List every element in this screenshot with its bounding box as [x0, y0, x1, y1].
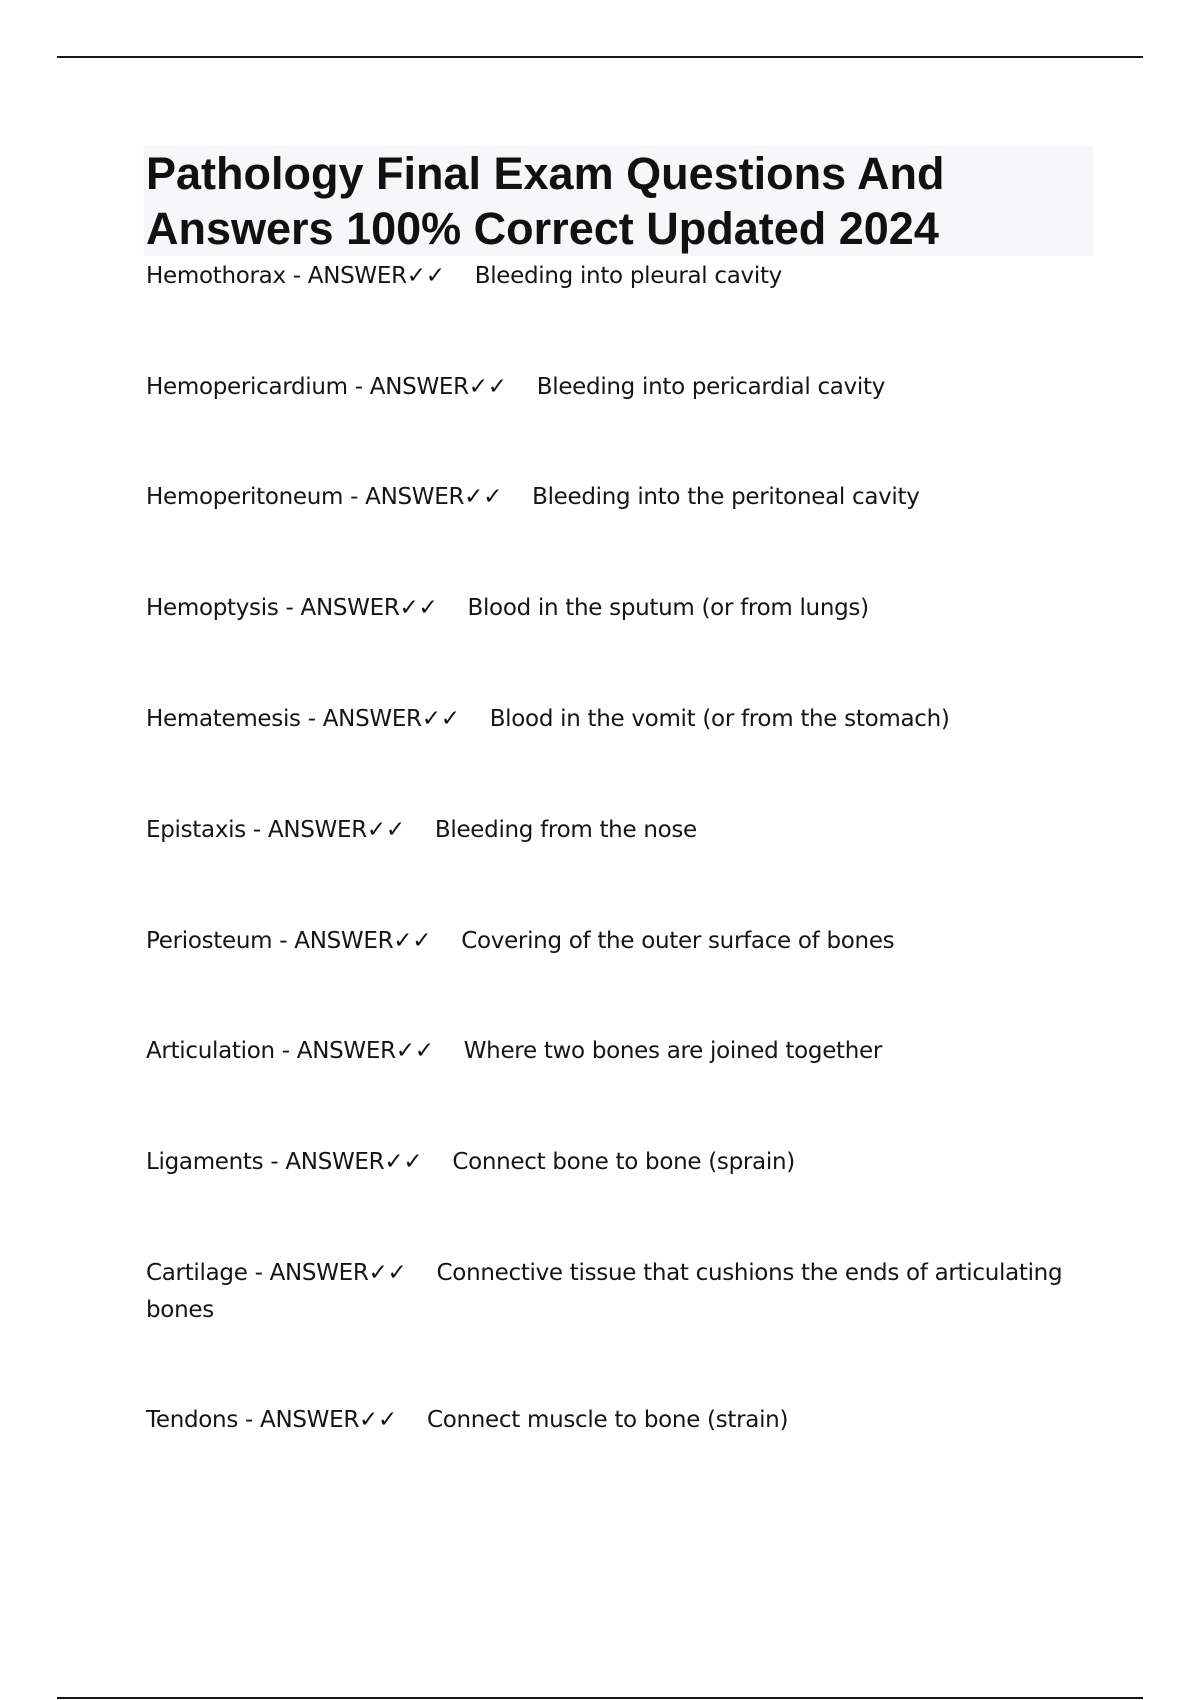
qa-definition: Where two bones are joined together — [463, 1038, 883, 1064]
checkmark-icon: ✓✓ — [421, 706, 460, 732]
qa-term: Hemothorax - ANSWER — [146, 263, 407, 289]
qa-term: Ligaments - ANSWER — [146, 1149, 385, 1175]
qa-entry — [146, 1033, 1096, 1070]
qa-definition: Bleeding from the nose — [434, 817, 697, 843]
qa-entry — [146, 1255, 1096, 1329]
qa-entry — [146, 1402, 1096, 1439]
qa-definition: Covering of the outer surface of bones — [461, 928, 895, 954]
qa-term: Cartilage - ANSWER — [146, 1260, 369, 1286]
bottom-divider — [57, 1697, 1143, 1699]
qa-term: Tendons - ANSWER — [146, 1407, 360, 1433]
qa-definition: Bleeding into pericardial cavity — [536, 374, 886, 400]
qa-term: Articulation - ANSWER — [146, 1038, 396, 1064]
qa-term: Periosteum - ANSWER — [146, 928, 394, 954]
qa-definition: Blood in the vomit (or from the stomach) — [489, 706, 950, 732]
qa-definition: Blood in the sputum (or from lungs) — [467, 595, 869, 621]
checkmark-icon: ✓✓ — [406, 263, 445, 289]
qa-term: Hemoptysis - ANSWER — [146, 595, 400, 621]
qa-entry — [146, 701, 1096, 738]
qa-definition: Connective tissue that cushions the ends of articulating bones — [146, 1260, 1063, 1323]
checkmark-icon: ✓✓ — [468, 374, 507, 400]
qa-term: Epistaxis - ANSWER — [146, 817, 367, 843]
qa-definition: Connect bone to bone (sprain) — [452, 1149, 795, 1175]
qa-entry — [146, 369, 1096, 406]
document-title — [143, 146, 1093, 256]
checkmark-icon: ✓✓ — [399, 595, 438, 621]
qa-entry — [146, 1144, 1096, 1181]
title-block — [143, 146, 1093, 256]
qa-entry — [146, 590, 1096, 627]
title-line-2: Answers 100% Correct Updated 2024 — [146, 203, 939, 254]
qa-entry — [146, 258, 1096, 295]
qa-term: Hemopericardium - ANSWER — [146, 374, 469, 400]
checkmark-icon: ✓✓ — [359, 1407, 397, 1433]
checkmark-icon: ✓✓ — [393, 928, 432, 954]
qa-entry — [146, 923, 1096, 960]
checkmark-icon: ✓✓ — [395, 1038, 434, 1064]
checkmark-icon: ✓✓ — [366, 817, 405, 843]
checkmark-icon: ✓✓ — [384, 1149, 423, 1175]
qa-term: Hemoperitoneum - ANSWER — [146, 484, 465, 510]
qa-term: Hematemesis - ANSWER — [146, 706, 422, 732]
qa-entry — [146, 479, 1096, 516]
qa-definition: Bleeding into pleural cavity — [474, 263, 782, 289]
top-divider — [57, 56, 1143, 58]
qa-entry — [146, 812, 1096, 849]
checkmark-icon: ✓✓ — [464, 484, 503, 510]
qa-definition: Bleeding into the peritoneal cavity — [532, 484, 920, 510]
title-line-1: Pathology Final Exam Questions And — [146, 148, 945, 199]
checkmark-icon: ✓✓ — [368, 1260, 407, 1286]
qa-definition: Connect muscle to bone (strain) — [426, 1407, 789, 1433]
